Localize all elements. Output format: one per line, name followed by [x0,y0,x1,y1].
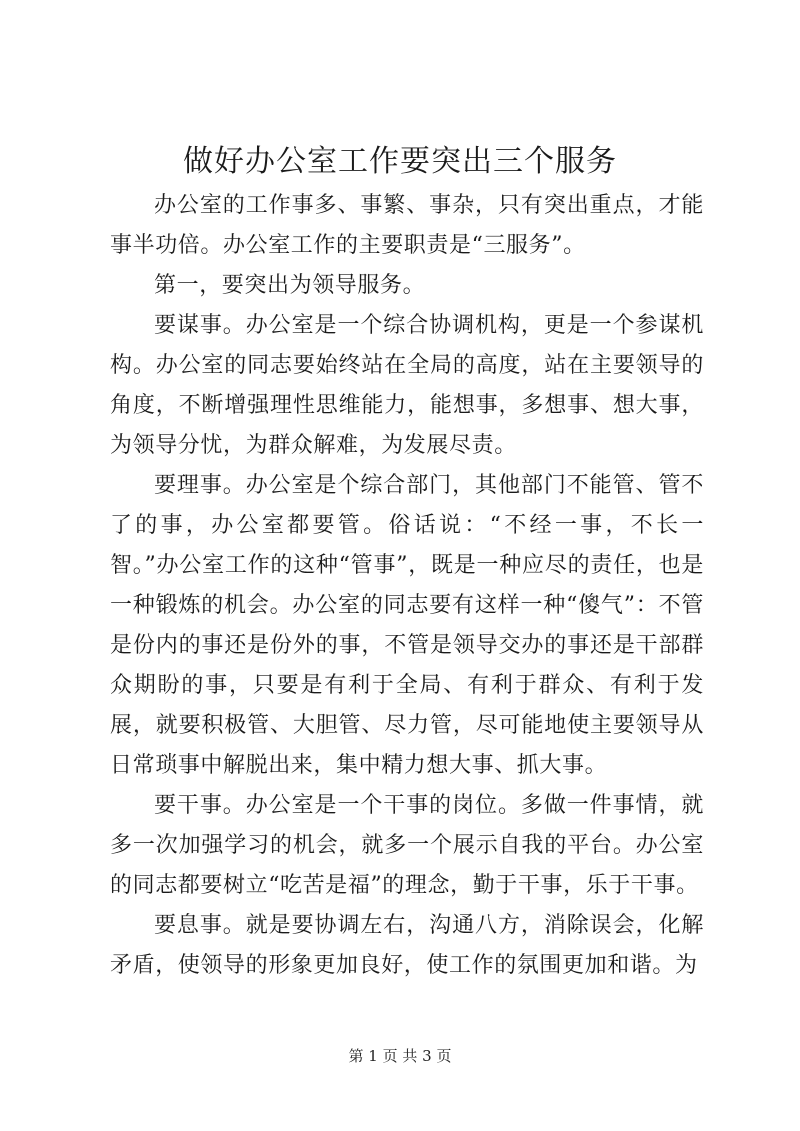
paragraph-do-affairs: 要干事。办公室是一个干事的岗位。多做一件事情，就多一次加强学习的机会，就多一个展示自我的平台。办公室的同志都要树立“吃苦是福”的理念，勤于干事，乐于干事。 [110,793,704,898]
paragraph-plan-affairs: 要谋事。办公室是一个综合协调机构，更是一个参谋机构。办公室的同志要始终站在全局的高度，站在主要领导的角度，不断增强理性思维能力，能想事，多想事、想大事，为领导分忧，为群众解难，为发展尽责。 [110,313,704,458]
document-title: 做好办公室工作要突出三个服务 [183,144,617,179]
paragraph-intro: 办公室的工作事多、事繁、事杂，只有突出重点，才能事半功倍。办公室工作的主要职责是“三服务”。 [110,193,704,258]
page-number-footer: 第 1 页 共 3 页 [348,1047,452,1065]
paragraph-settle-affairs: 要息事。就是要协调左右，沟通八方，消除误会，化解矛盾，使领导的形象更加良好，使工作的氛围更加和谐。为 [110,913,704,978]
paragraph-first-point: 第一，要突出为领导服务。 [154,273,426,298]
paragraph-manage-affairs: 要理事。办公室是个综合部门，其他部门不能管、管不了的事，办公室都要管。俗话说：“不经一事，不长一智。”办公室工作的这种“管事”，既是一种应尽的责任，也是一种锻炼的机会。办公室的同志要有这样一种“傻气”：不管是份内的事还是份外的事，不管是领导交办的事还是干部群众期盼的事，只要是有利于全局、有利于群众、有利于发展，就要积极管、大胆管、尽力管，尽可能地使主要领导从日常琐事中解脱出来，集中精力想大事、抓大事。 [110,473,704,778]
document-body [110,186,704,986]
